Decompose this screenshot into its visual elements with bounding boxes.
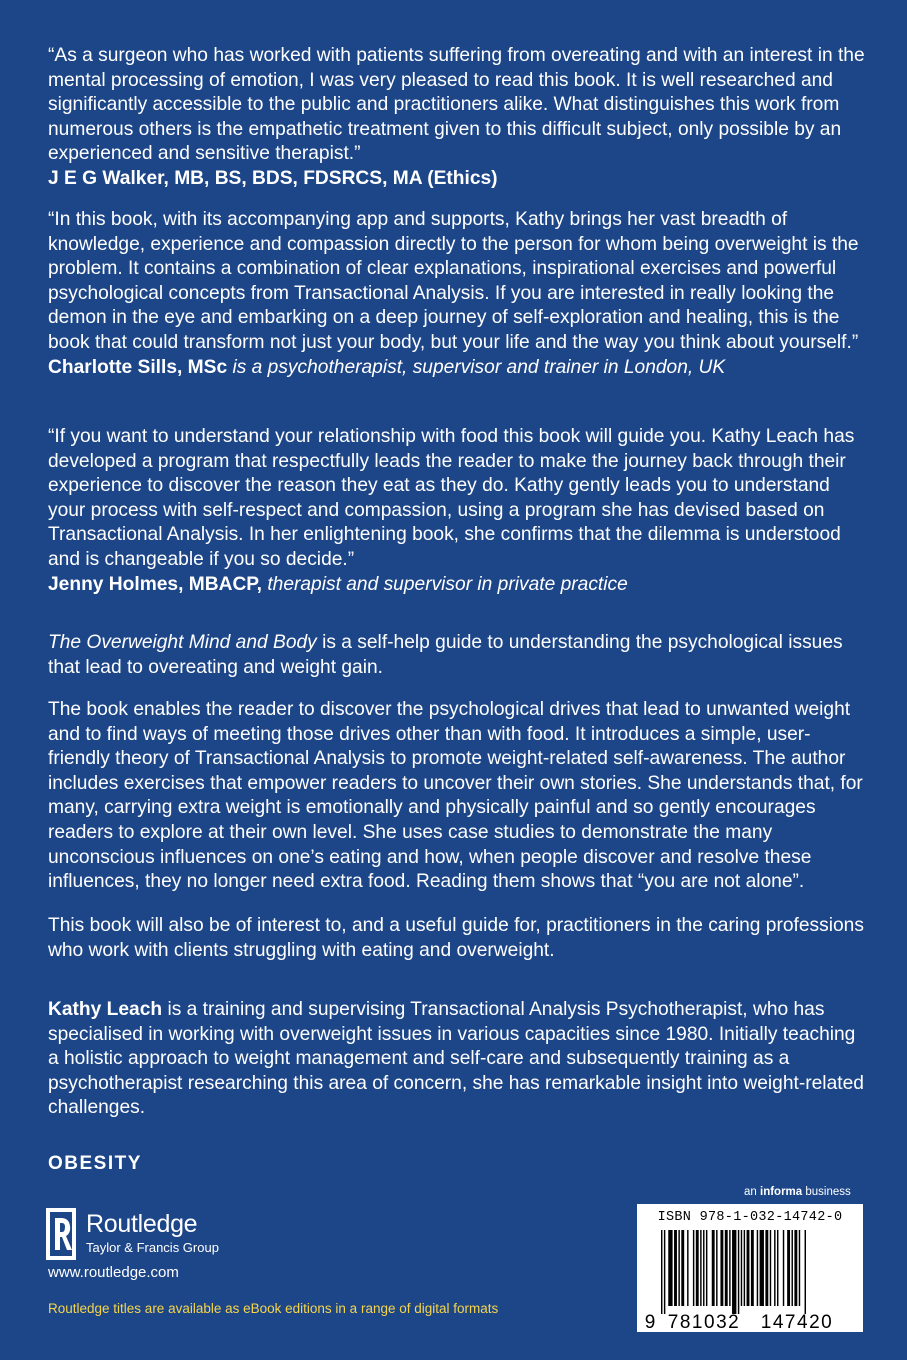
quote-attribution bbox=[48, 573, 868, 598]
barcode-bar bbox=[664, 1230, 665, 1314]
barcode-bar bbox=[729, 1230, 730, 1306]
quote-attribution bbox=[48, 167, 868, 192]
barcode-bar bbox=[738, 1230, 739, 1314]
barcode-bar bbox=[693, 1230, 694, 1306]
barcode-bar bbox=[661, 1230, 662, 1314]
endorsement-quote-1 bbox=[48, 44, 868, 192]
publisher-website[interactable]: www.routledge.com bbox=[48, 1264, 179, 1281]
author-name: Kathy Leach bbox=[48, 999, 163, 1020]
barcode-bar bbox=[787, 1230, 790, 1306]
attribution-role: therapist and supervisor in private practice bbox=[267, 573, 628, 595]
barcode-bar bbox=[706, 1230, 707, 1306]
quote-text: “As a surgeon who has worked with patients suffering from overeating and with an interest in the mental processing of emotion, I was very pleased to read this book. It is well researched and significantly accessible to the public and practitioners alike. What distinguishes this work from numerous others is the empathetic treatment given to this difficult subject, only possible by an experienced and sensitive therapist.” bbox=[48, 45, 865, 165]
author-bio bbox=[48, 998, 868, 1121]
intro-text: is a self-help guide to understanding the psychological issues that lead to overeating and weight gain. bbox=[48, 632, 843, 678]
endorsement-quote-2 bbox=[48, 208, 868, 380]
barcode-bar bbox=[720, 1230, 723, 1306]
barcode-bar bbox=[678, 1230, 679, 1306]
barcode-bars bbox=[637, 1204, 863, 1332]
barcode-bar bbox=[703, 1230, 704, 1306]
barcode-bar bbox=[794, 1230, 797, 1306]
barcode-bar bbox=[700, 1230, 701, 1306]
author-bio-text: is a training and supervising Transactional Analysis Psychotherapist, who has specialised in working with overweight issues in various capacities since 1980. Initially teaching a holistic approach to weight management and self-care and subsequently training as a psychotherapist researching this area of concern, she has remarkable insight into weight-related challenges. bbox=[48, 999, 864, 1119]
barcode-bar bbox=[744, 1230, 745, 1306]
isbn-label: ISBN 978-1-032-14742-0 bbox=[657, 1210, 843, 1225]
barcode-digit-first: 9 bbox=[644, 1312, 656, 1332]
publisher-name: Routledge bbox=[86, 1210, 198, 1238]
book-title: The Overweight Mind and Body bbox=[48, 632, 317, 653]
isbn-barcode bbox=[637, 1204, 863, 1332]
informa-business-tag bbox=[744, 1186, 851, 1198]
barcode-digits-left: 781032 bbox=[667, 1312, 741, 1332]
quote-attribution bbox=[48, 356, 868, 381]
barcode-bar bbox=[774, 1230, 775, 1306]
barcode-bar bbox=[747, 1230, 750, 1306]
barcode-bar bbox=[732, 1230, 736, 1314]
barcode-bar bbox=[760, 1230, 764, 1306]
barcode-bar bbox=[757, 1230, 758, 1306]
barcode-bar bbox=[674, 1230, 677, 1306]
description-intro bbox=[48, 631, 868, 680]
barcode-bar bbox=[712, 1230, 715, 1306]
informa-suffix: business bbox=[802, 1186, 851, 1198]
publisher-group: Taylor & Francis Group bbox=[86, 1240, 219, 1255]
description-audience bbox=[48, 914, 868, 963]
barcode-bar bbox=[770, 1230, 771, 1306]
barcode-bar bbox=[681, 1230, 684, 1306]
barcode-bar bbox=[792, 1230, 793, 1306]
attribution-name: Jenny Holmes, MBACP, bbox=[48, 573, 262, 595]
description-paragraph bbox=[48, 698, 868, 895]
barcode-bar bbox=[805, 1230, 806, 1314]
attribution-name: Charlotte Sills, MSc bbox=[48, 356, 228, 378]
barcode-bar bbox=[687, 1230, 688, 1306]
barcode-bar bbox=[668, 1230, 672, 1306]
barcode-bar bbox=[716, 1230, 717, 1306]
quote-text: “If you want to understand your relationship with food this book will guide you. Kathy Leach has developed a program that respectfully leads the reader to make the journey back through their experience to discover the reason they eat as they do. Kathy gently leads you to understand your process with self-respect and compassion, using a program she has devised based on Transactional Analysis. In her enlightening book, she confirms that the dilemma is understood and is changeable if you so decide.” bbox=[48, 426, 855, 570]
barcode-digits-right: 147420 bbox=[760, 1312, 834, 1332]
endorsement-quote-3 bbox=[48, 425, 868, 597]
publisher-logo bbox=[46, 1206, 286, 1268]
description-text: The book enables the reader to discover the psychological drives that lead to unwanted weight and to find ways of meeting those drives other than with food. It introduces a simple, user-friendly theory of Transactional Analysis to promote weight-related self-awareness. The author includes exercises that empower readers to uncover their own stories. She understands that, for many, carrying extra weight is emotionally and physically painful and so gently encourages readers to explore at their own level. She uses case studies to demonstrate the many unconscious influences on one’s eating and how, when people discover and resolve these influences, they no longer need extra food. Reading them shows that “you are not alone”. bbox=[48, 699, 863, 893]
barcode-bar bbox=[741, 1230, 742, 1306]
informa-prefix: an bbox=[744, 1186, 760, 1198]
barcode-bar bbox=[725, 1230, 728, 1306]
barcode-bar bbox=[799, 1230, 800, 1306]
attribution-name: J E G Walker, MB, BS, BDS, FDSRCS, MA (Ethics) bbox=[48, 167, 498, 189]
audience-text: This book will also be of interest to, and a useful guide for, practitioners in the caring professions who work with clients struggling with eating and overweight. bbox=[48, 915, 864, 961]
routledge-r-icon bbox=[46, 1208, 76, 1260]
barcode-bar bbox=[783, 1230, 784, 1306]
ebook-note: Routledge titles are available as eBook editions in a range of digital formats bbox=[48, 1301, 499, 1316]
barcode-bar bbox=[751, 1230, 754, 1306]
barcode-bar bbox=[777, 1230, 778, 1306]
subject-category: OBESITY bbox=[48, 1153, 142, 1174]
barcode-bar bbox=[696, 1230, 699, 1306]
quote-text: “In this book, with its accompanying app and supports, Kathy brings her vast breadth of knowledge, experience and compassion directly to the person for whom being overweight is the problem. It contains a combination of clear explanations, inspirational exercises and powerful psychological concepts from Transactional Analysis. If you are interested in really looking the demon in the eye and embarking on a deep journey of self-exploration and healing, this is the book that could transform not just your body, but your life and the way you think about yourself.” bbox=[48, 209, 859, 353]
informa-word: informa bbox=[760, 1186, 803, 1198]
attribution-role: is a psychotherapist, supervisor and trainer in London, UK bbox=[232, 356, 726, 378]
barcode-bar bbox=[765, 1230, 768, 1306]
